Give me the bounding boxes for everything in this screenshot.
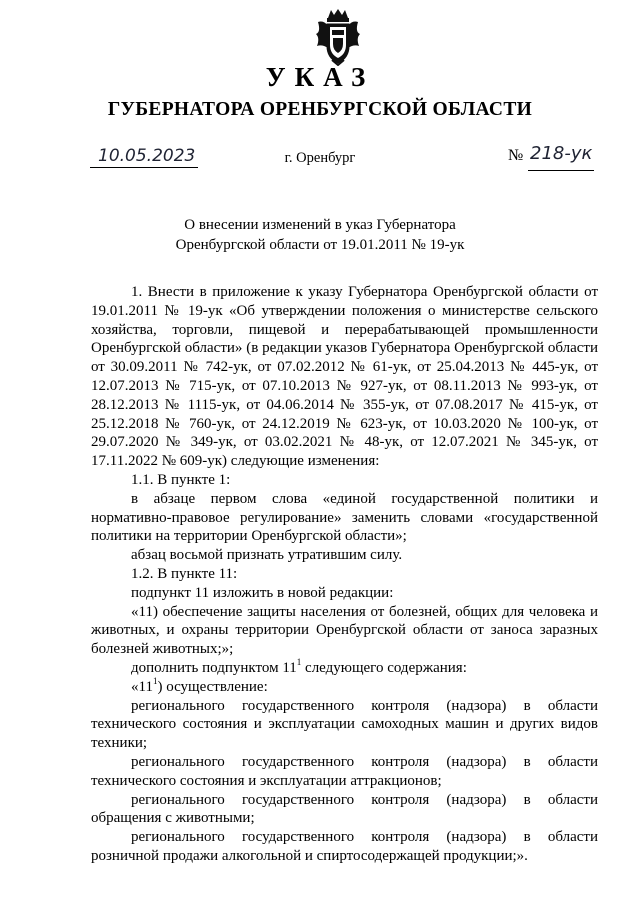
paragraph-9 <box>91 675 598 697</box>
city: г. Оренбург <box>284 150 356 166</box>
coat-of-arms-icon <box>314 8 362 66</box>
heading-line-1: О внесении изменений в указ Губернатора <box>184 217 456 233</box>
number-sign: № <box>508 147 524 164</box>
paragraph-12: регионального государственного контроля (надзора) в области обращения с животными; <box>91 791 598 827</box>
paragraph-5: 1.2. В пункте 11: <box>131 565 238 582</box>
paragraph-11: регионального государственного контроля (надзора) в области технического состояния и эксплуатации аттракционов; <box>91 753 598 789</box>
document-title: УКАЗ <box>265 62 375 92</box>
document-heading <box>0 215 640 255</box>
number-underline <box>528 170 594 171</box>
paragraph-8 <box>91 656 598 678</box>
date-underline <box>90 167 198 168</box>
paragraph-9-tail: ) осуществление: <box>157 678 268 695</box>
paragraph-2: 1.1. В пункте 1: <box>131 471 231 488</box>
superscript: 1 <box>296 656 302 667</box>
number-field <box>508 143 598 173</box>
paragraph-6: подпункт 11 изложить в новой редакции: <box>131 584 394 601</box>
issuer-title: ГУБЕРНАТОРА ОРЕНБУРГСКОЙ ОБЛАСТИ <box>107 99 533 120</box>
paragraph-10: регионального государственного контроля (надзора) в области технического состояния и эксплуатации самоходных машин и других видов техники; <box>91 697 598 752</box>
paragraph-8-text: дополнить подпунктом 11 <box>131 659 297 676</box>
paragraph-1: 1. Внести в приложение к указу Губернатора Оренбургской области от 19.01.2011 № 19-ук «Об утверждении положения о министерстве сельского хозяйства, торговли, пищевой и перерабатывающей промышленности Оренбургской области» (в редакции указов Губернатора Оренбургской области от 30.09.2011 № 742-ук, от 07.02.2012 № 61-ук, от 25.04.2013 № 445-ук, от 12.07.2013 № 715-ук, от 07.10.2013 № 927-ук, от 08.11.2013 № 993-ук, от 28.12.2013 № 1115-ук, от 04.06.2014 № 355-ук, от 07.08.2017 № 415-ук, от 25.12.2018 № 760-ук, от 24.12.2019 № 623-ук, от 10.03.2020 № 100-ук, от 29.07.2020 № 349-ук, от 03.02.2021 № 48-ук, от 12.07.2021 № 345-ук, от 17.11.2022 № 609-ук) следующие изменения: <box>91 284 598 470</box>
paragraph-9-text: «11 <box>131 678 153 695</box>
paragraph-13: регионального государственного контроля (надзора) в области розничной продажи алкогольной и спиртосодержащей продукции;». <box>91 829 598 864</box>
number-value: 218-ук <box>530 143 593 164</box>
paragraph-3: в абзаце первом слова «единой государственной политики и нормативно-правовое регулирование» заменить словами «государственной политики на территории Оренбургской области»; <box>91 490 598 545</box>
document-body <box>91 283 598 866</box>
date-value: 10.05.2023 <box>98 146 196 166</box>
paragraph-4: абзац восьмой признать утратившим силу. <box>131 547 403 564</box>
superscript: 1 <box>152 675 158 686</box>
paragraph-7: «11) обеспечение защиты населения от болезней, общих для человека и животных, и охраны территории Оренбургской области от заноса заразных болезней животных;»; <box>91 603 598 658</box>
heading-line-2: Оренбургской области от 19.01.2011 № 19-ук <box>175 237 465 253</box>
paragraph-8-tail: следующего содержания: <box>301 659 467 676</box>
